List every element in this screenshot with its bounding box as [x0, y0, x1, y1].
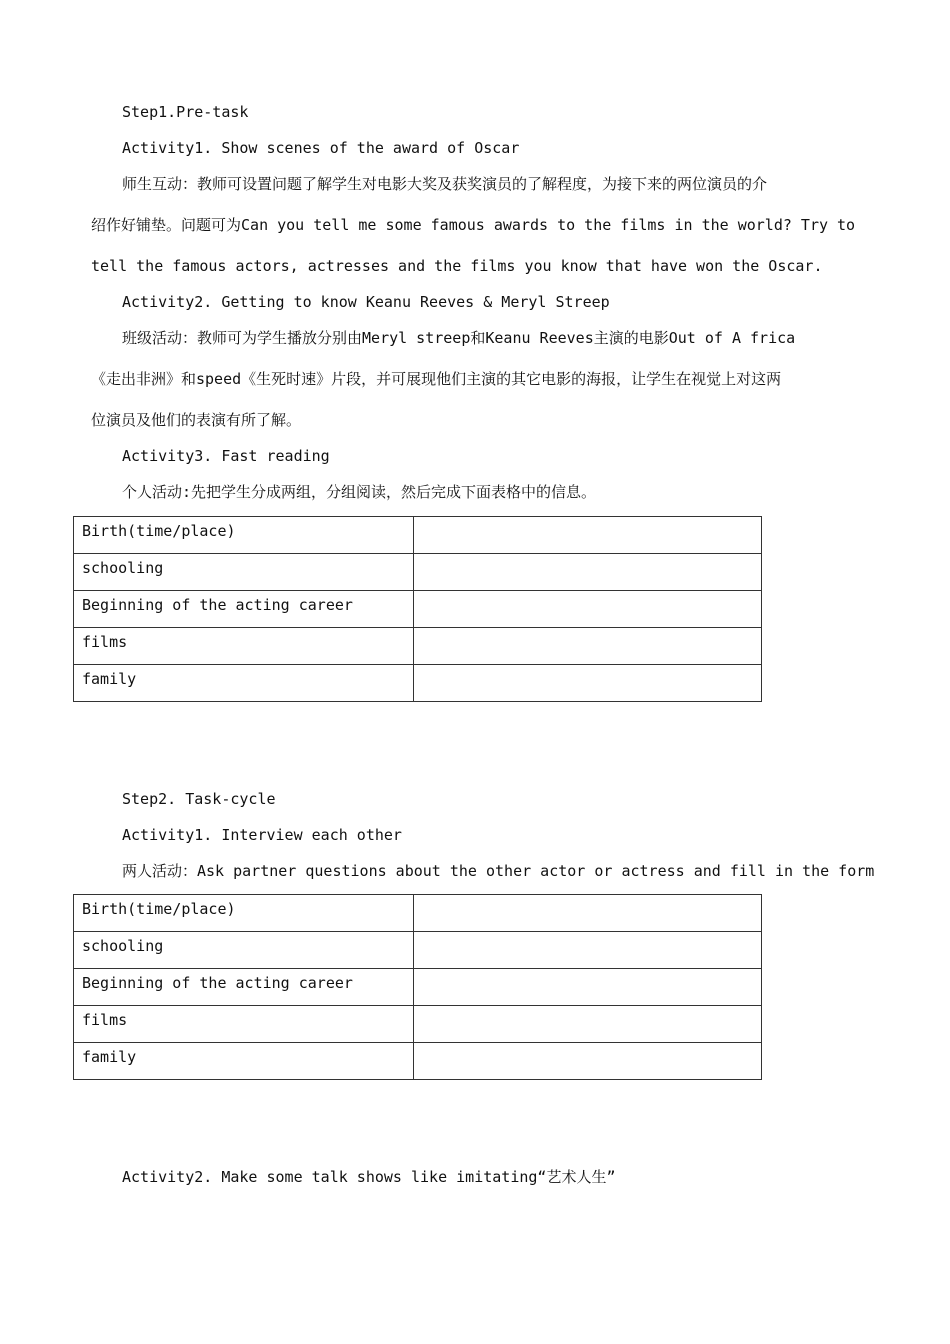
step1-title: Step1.Pre-task	[122, 103, 249, 121]
step1-activity1-title: Activity1. Show scenes of the award of Oscar	[122, 139, 520, 157]
table-row	[74, 1043, 762, 1080]
answer-cell-films[interactable]	[414, 1006, 762, 1043]
answer-cell-career[interactable]	[414, 969, 762, 1006]
step1-activity1-text-line2: 绍作好铺垫。问题可为Can you tell me some famous awards to the films in the world? Try to	[91, 216, 856, 234]
answer-cell-schooling[interactable]	[414, 554, 762, 591]
answer-cell-birth[interactable]	[414, 895, 762, 932]
answer-cell-career[interactable]	[414, 591, 762, 628]
table-row	[74, 1006, 762, 1043]
answer-cell-family[interactable]	[414, 665, 762, 702]
step1-activity2-text-line3: 位演员及他们的表演有所了解。	[91, 411, 302, 429]
answer-cell-birth[interactable]	[414, 517, 762, 554]
row-label-schooling: schooling	[74, 554, 414, 591]
table-row	[74, 591, 762, 628]
table-row	[74, 628, 762, 665]
step1-activity2-text-line2: 《走出非洲》和speed《生死时速》片段，并可展现他们主演的其它电影的海报，让学生在视觉上对这两	[91, 370, 782, 388]
step1-activity1-text-line3: tell the famous actors, actresses and the films you know that have won the Oscar.	[91, 257, 823, 275]
row-label-birth: Birth(time/place)	[74, 517, 414, 554]
row-label-career: Beginning of the acting career	[74, 969, 414, 1006]
table-row	[74, 665, 762, 702]
table-row	[74, 969, 762, 1006]
row-label-schooling: schooling	[74, 932, 414, 969]
step2-activity2-title: Activity2. Make some talk shows like imitating“艺术人生”	[122, 1168, 616, 1186]
row-label-family: family	[74, 1043, 414, 1080]
step2-title: Step2. Task-cycle	[122, 790, 276, 808]
step1-activity3-text-line1: 个人活动:先把学生分成两组，分组阅读，然后完成下面表格中的信息。	[122, 483, 597, 501]
row-label-films: films	[74, 628, 414, 665]
table-row	[74, 554, 762, 591]
row-label-family: family	[74, 665, 414, 702]
table-row	[74, 517, 762, 554]
step1-activity2-text-line1: 班级活动：教师可为学生播放分别由Meryl streep和Keanu Reeves主演的电影Out of A frica	[122, 329, 796, 347]
table-row	[74, 895, 762, 932]
step2-activity1-text-line1: 两人活动：Ask partner questions about the other actor or actress and fill in the form	[122, 862, 875, 880]
step1-activity3-title: Activity3. Fast reading	[122, 447, 330, 465]
table-row	[74, 932, 762, 969]
row-label-films: films	[74, 1006, 414, 1043]
step2-activity1-title: Activity1. Interview each other	[122, 826, 402, 844]
row-label-birth: Birth(time/place)	[74, 895, 414, 932]
step1-activity2-title: Activity2. Getting to know Keanu Reeves & Meryl Streep	[122, 293, 610, 311]
step1-activity1-text-line1: 师生互动：教师可设置问题了解学生对电影大奖及获奖演员的了解程度，为接下来的两位演员的介	[122, 175, 768, 193]
answer-cell-schooling[interactable]	[414, 932, 762, 969]
answer-cell-family[interactable]	[414, 1043, 762, 1080]
row-label-career: Beginning of the acting career	[74, 591, 414, 628]
answer-cell-films[interactable]	[414, 628, 762, 665]
step2-interview-table	[73, 894, 762, 1080]
step1-info-table	[73, 516, 762, 702]
